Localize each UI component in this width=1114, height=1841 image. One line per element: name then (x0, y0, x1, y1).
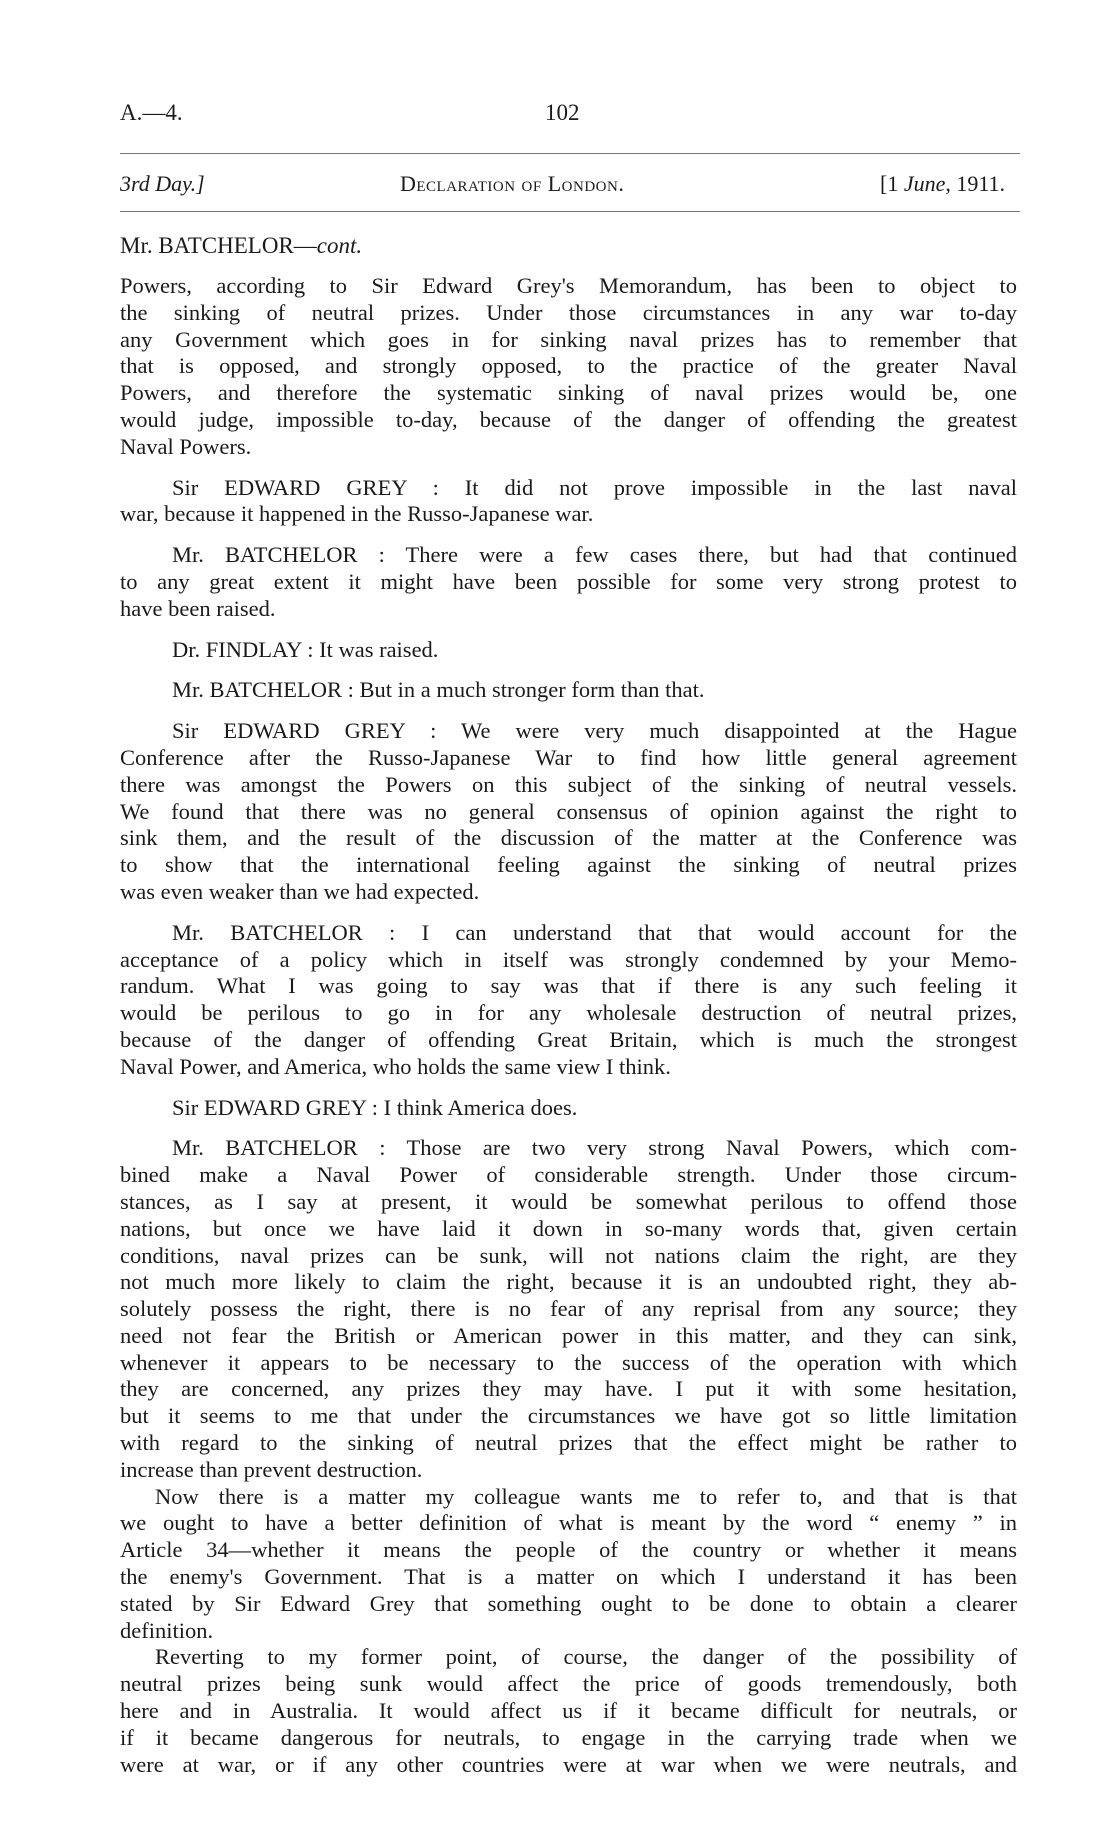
text-line: randum. What I was going to say was that if there is any such feeling it (120, 973, 1017, 999)
paragraph (120, 1095, 1017, 1122)
text-line: Dr. FINDLAY : It was raised. (172, 636, 439, 662)
text-line: war, because it happened in the Russo-Japanese war. (120, 501, 594, 527)
text-line: definition. (120, 1617, 214, 1643)
text-line: the sinking of neutral prizes. Under those circumstances in any war to-day (120, 299, 1017, 325)
text-line: the enemy's Government. That is a matter on which I understand it has been (120, 1564, 1017, 1590)
paragraph (120, 1484, 1017, 1645)
text-line: if it became dangerous for neutrals, to engage in the carrying trade when we (120, 1724, 1017, 1750)
text-line: Reverting to my former point, of course, the danger of the possibility of (155, 1644, 1017, 1670)
text-line: was even weaker than we had expected. (120, 878, 480, 904)
transcript-body (120, 273, 1017, 1778)
text-line: Sir EDWARD GREY : I think America does. (172, 1094, 578, 1120)
text-line: Mr. BATCHELOR : But in a much stronger form than that. (172, 677, 705, 703)
speaker-name: Mr. BATCHELOR— (120, 233, 317, 258)
text-line: Mr. BATCHELOR : There were a few cases there, but had that continued (172, 542, 1017, 568)
text-line: here and in Australia. It would affect us if it became difficult for neutrals, or (120, 1698, 1017, 1724)
text-line: need not fear the British or American power in this matter, and they can sink, (120, 1322, 1017, 1348)
text-line: they are concerned, any prizes they may have. I put it with some hesitation, (120, 1376, 1017, 1402)
text-line: that is opposed, and strongly opposed, to the practice of the greater Naval (120, 353, 1017, 379)
paragraph (120, 1135, 1017, 1483)
paragraph (120, 475, 1017, 529)
text-line: solutely possess the right, there is no fear of any reprisal from any source; they (120, 1296, 1017, 1322)
text-line: but it seems to me that under the circumstances we have got so little limitation (120, 1403, 1017, 1429)
text-line: whenever it appears to be necessary to the success of the operation with which (120, 1349, 1017, 1375)
page-number: 102 (545, 100, 580, 125)
paragraph (120, 920, 1017, 1081)
document-reference: A.—4. (120, 100, 183, 125)
text-line: stated by Sir Edward Grey that something ought to be done to obtain a clearer (120, 1590, 1017, 1616)
text-line: would be perilous to go in for any wholesale destruction of neutral prizes, (120, 1000, 1017, 1026)
sitting-day: 3rd Day.] (120, 171, 205, 196)
text-line: Now there is a matter my colleague wants me to refer to, and that is that (155, 1483, 1017, 1509)
paragraph (120, 1644, 1017, 1778)
sitting-date (880, 171, 1005, 197)
paragraph (120, 718, 1017, 906)
text-line: Naval Powers. (120, 433, 252, 459)
paragraph (120, 542, 1017, 622)
text-line: sink them, and the result of the discussion of the matter at the Conference was (120, 825, 1017, 851)
date-month: June (903, 171, 946, 196)
date-prefix: [1 (880, 171, 904, 196)
text-line: We found that there was no general consensus of opinion against the right to (120, 798, 1017, 824)
text-line: there was amongst the Powers on this subject of the sinking of neutral vessels. (120, 771, 1017, 797)
text-line: acceptance of a policy which in itself was strongly condemned by your Memo- (120, 946, 1017, 972)
text-line: stances, as I say at present, it would be somewhat perilous to offend those (120, 1188, 1017, 1214)
text-line: to any great extent it might have been possible for some very strong protest to (120, 568, 1017, 594)
text-line: Mr. BATCHELOR : I can understand that that would account for the (172, 919, 1017, 945)
text-line: any Government which goes in for sinking naval prizes has to remember that (120, 326, 1017, 352)
paragraph (120, 637, 1017, 664)
continued-note: cont. (316, 233, 363, 258)
text-line: were at war, or if any other countries were at war when we were neutrals, and (120, 1751, 1017, 1777)
text-line: Conference after the Russo-Japanese War to find how little general agreement (120, 744, 1017, 770)
text-line: we ought to have a better definition of what is meant by the word “ enemy ” in (120, 1510, 1017, 1536)
text-line: would judge, impossible to-day, because of the danger of offending the greatest (120, 406, 1017, 432)
text-line: because of the danger of offending Great Britain, which is much the strongest (120, 1026, 1017, 1052)
text-line: Mr. BATCHELOR : Those are two very strong Naval Powers, which com- (172, 1135, 1017, 1161)
text-line: with regard to the sinking of neutral prizes that the effect might be rather to (120, 1430, 1017, 1456)
date-suffix: , 1911. (945, 171, 1006, 196)
header-rule-bottom (120, 211, 1020, 212)
text-line: Article 34—whether it means the people of the country or whether it means (120, 1537, 1017, 1563)
header-rule-top (120, 153, 1020, 154)
text-line: to show that the international feeling against the sinking of neutral prizes (120, 852, 1017, 878)
running-title: Declaration of London. (400, 171, 625, 196)
paragraph (120, 677, 1017, 704)
text-line: nations, but once we have laid it down in so-many words that, given certain (120, 1215, 1017, 1241)
paragraph (120, 273, 1017, 461)
text-line: Powers, according to Sir Edward Grey's Memorandum, has been to object to (120, 273, 1017, 298)
text-line: Powers, and therefore the systematic sinking of naval prizes would be, one (120, 380, 1017, 406)
text-line: neutral prizes being sunk would affect the price of goods tremendously, both (120, 1671, 1017, 1697)
text-line: Sir EDWARD GREY : It did not prove impossible in the last naval (172, 474, 1017, 500)
text-line: not much more likely to claim the right, because it is an undoubted right, they ab- (120, 1269, 1017, 1295)
text-line: Sir EDWARD GREY : We were very much disappointed at the Hague (172, 718, 1017, 744)
text-line: Naval Power, and America, who holds the same view I think. (120, 1053, 671, 1079)
text-line: bined make a Naval Power of considerable strength. Under those circum- (120, 1162, 1017, 1188)
text-line: conditions, naval prizes can be sunk, will not nations claim the right, are they (120, 1242, 1017, 1268)
text-line: increase than prevent destruction. (120, 1456, 423, 1482)
text-line: have been raised. (120, 595, 276, 621)
continuation-heading (120, 233, 362, 259)
